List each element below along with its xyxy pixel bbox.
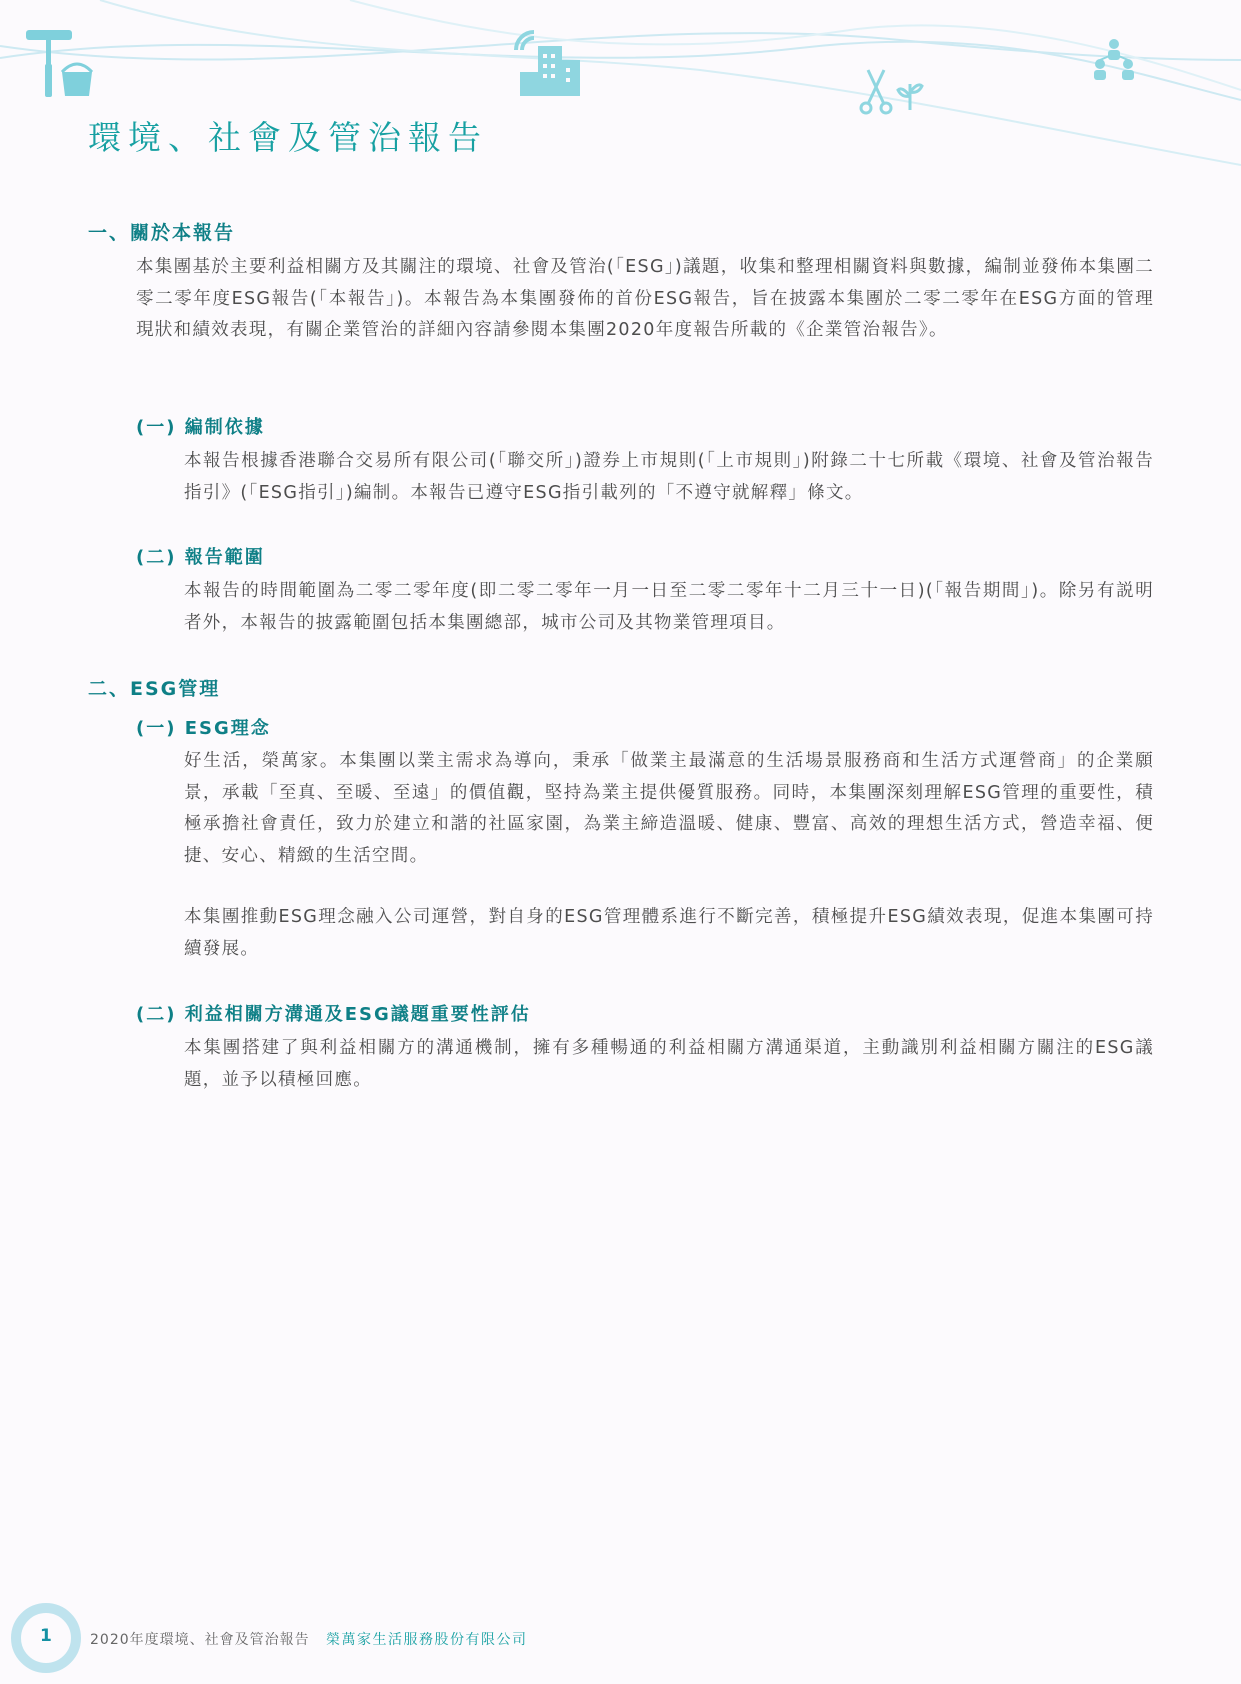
section-heading-esg-management: 二、ESG管理: [88, 678, 221, 700]
esg-promotion-paragraph: 本集團推動ESG理念融入公司運營，對自身的ESG管理體系進行不斷完善，積極提升ESG績效表現，促進本集團可持續發展。: [184, 907, 1154, 959]
scope-paragraph: 本報告的時間範圍為二零二零年度(即二零二零年一月一日至二零二零年十二月三十一日)(「報告期間」)。除另有説明者外，本報告的披露範圍包括本集團總部，城市公司及其物業管理項目。: [184, 581, 1154, 633]
community-people-icon: [1094, 39, 1134, 80]
subheading-basis: (一) 編制依據: [136, 417, 265, 438]
about-report-paragraph: 本集團基於主要利益相關方及其關注的環境、社會及管治(「ESG」)議題，收集和整理相關資料與數據，編制並發佈本集團二零二零年度ESG報告(「本報告」)。本報告為本集團發佈的首份ESG報告，旨在披露本集團於二零二零年在ESG方面的管理現狀和績效表現，有關企業管治的詳細內容請參閱本集團2020年度報告所載的《企業管治報告》。: [136, 257, 1154, 340]
footer-company-name: 榮萬家生活服務股份有限公司: [326, 1632, 528, 1648]
scissors-plant-icon: [861, 70, 922, 113]
page-number: 1: [40, 1626, 52, 1646]
bucket-icon: [62, 64, 92, 96]
section-heading-about-report: 一、關於本報告: [88, 222, 236, 244]
stakeholder-paragraph: 本集團搭建了與利益相關方的溝通機制，擁有多種暢通的利益相關方溝通渠道，主動識別利益相關方關注的ESG議題，並予以積極回應。: [184, 1038, 1154, 1090]
subheading-esg-philosophy: (一) ESG理念: [136, 718, 271, 739]
subheading-stakeholder-communication: (二) 利益相關方溝通及ESG議題重要性評估: [136, 1004, 531, 1025]
footer-report-name: 2020年度環境、社會及管治報告: [90, 1632, 310, 1648]
document-title: 環境、社會及管治報告: [88, 118, 488, 157]
esg-philosophy-paragraph: 好生活，榮萬家。本集團以業主需求為導向，秉承「做業主最滿意的生活場景服務商和生活方式運營商」的企業願景，承載「至真、至暖、至遠」的價值觀，堅持為業主提供優質服務。同時，本集團深刻理解ESG管理的重要性，積極承擔社會責任，致力於建立和諧的社區家園，為業主締造溫暖、健康、豐富、高效的理想生活方式，營造幸福、便捷、安心、精緻的生活空間。: [184, 751, 1154, 866]
subheading-scope: (二) 報告範圍: [136, 547, 265, 568]
basis-paragraph: 本報告根據香港聯合交易所有限公司(「聯交所」)證券上市規則(「上市規則」)附錄二十七所載《環境、社會及管治報告指引》(「ESG指引」)編制。本報告已遵守ESG指引載列的「不遵守就解釋」條文。: [184, 451, 1154, 503]
